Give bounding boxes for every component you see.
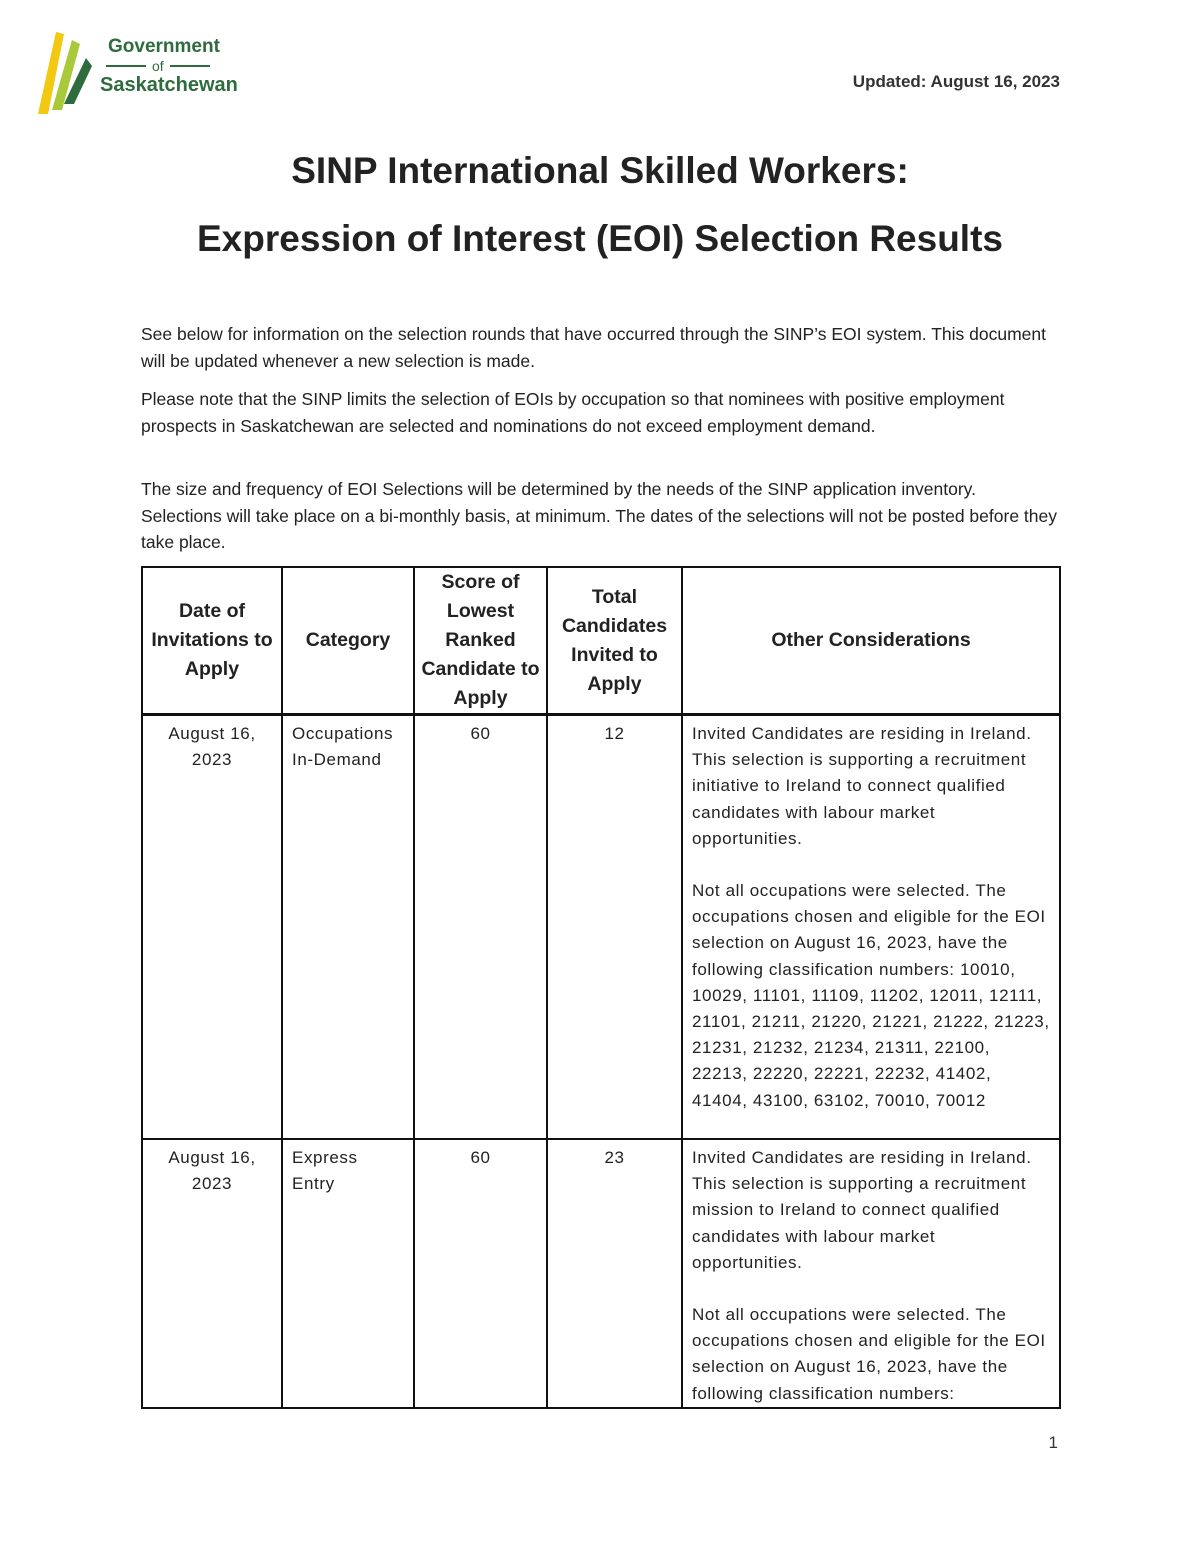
table-row xyxy=(142,715,1060,1140)
cell-category: Express Entry xyxy=(282,1139,414,1408)
logo-of-text: of xyxy=(152,58,164,74)
header-date: Date of Invitations to Apply xyxy=(142,567,282,715)
note-spacer xyxy=(692,852,1050,878)
table-header-row xyxy=(142,567,1060,715)
note-residence: Invited Candidates are residing in Ireland. This selection is supporting a recruitment mission to Ireland to connect qualified candidates with labour market opportunities. xyxy=(692,1148,1032,1272)
selection-results-table xyxy=(141,566,1061,1409)
cell-score: 60 xyxy=(414,715,547,1140)
cell-score: 60 xyxy=(414,1139,547,1408)
logo-wordmark xyxy=(100,36,250,96)
wheat-logo-icon xyxy=(34,26,104,118)
note-occupations: Not all occupations were selected. The occupations chosen and eligible for the EOI selection on August 16, 2023, have the following classification numbers: 10010, 10029, 11101, 11109, 11202, 12011, 12111, 21101, 21211, 21220, 21221, 21222, 21223, 21231, 21232, 21234, 21311, 22100, 22213, 22220, 22221, 22232, 41402, 41404, 43100, 63102, 70010, 70012 xyxy=(692,881,1050,1110)
logo-line-government: Government xyxy=(108,36,220,57)
logo-line-saskatchewan: Saskatchewan xyxy=(100,74,238,96)
page-title-line2: Expression of Interest (EOI) Selection Results xyxy=(197,218,1003,259)
logo-rule-right xyxy=(170,65,210,67)
intro-paragraph-2: Please note that the SINP limits the selection of EOIs by occupation so that nominees with positive employment prospects in Saskatchewan are selected and nominations do not exceed employment demand. xyxy=(141,389,1005,436)
header-category: Category xyxy=(282,567,414,715)
page-title-line1: SINP International Skilled Workers: xyxy=(291,150,909,191)
cell-total: 12 xyxy=(547,715,682,1140)
intro-paragraph-3: The size and frequency of EOI Selections will be determined by the needs of the SINP application inventory. Selections will take place on a bi-monthly basis, at minimum. The dates of the selections will not be posted before they take place. xyxy=(141,479,1057,552)
header-total: Total Candidates Invited to Apply xyxy=(547,567,682,715)
header-other-considerations: Other Considerations xyxy=(682,567,1060,715)
cell-other-considerations xyxy=(682,1139,1060,1408)
table-row xyxy=(142,1139,1060,1408)
intro-paragraph-1: See below for information on the selection rounds that have occurred through the SINP’s EOI system. This document will be updated whenever a new selection is made. xyxy=(141,324,1046,371)
note-spacer xyxy=(692,1276,1050,1302)
logo-line-of xyxy=(106,58,250,74)
note-residence: Invited Candidates are residing in Ireland. This selection is supporting a recruitment initiative to Ireland to connect qualified candidates with labour market opportunities. xyxy=(692,724,1032,848)
header-score: Score of Lowest Ranked Candidate to Apply xyxy=(414,567,547,715)
cell-category: Occupations In-Demand xyxy=(282,715,414,1140)
cell-date: August 16, 2023 xyxy=(142,1139,282,1408)
page-number: 1 xyxy=(1048,1433,1058,1452)
cell-total: 23 xyxy=(547,1139,682,1408)
updated-date: Updated: August 16, 2023 xyxy=(852,72,1060,91)
note-occupations: Not all occupations were selected. The occupations chosen and eligible for the EOI selection on August 16, 2023, have the following classification numbers: xyxy=(692,1305,1046,1403)
cell-date: August 16, 2023 xyxy=(142,715,282,1140)
logo-rule-left xyxy=(106,65,146,67)
government-logo xyxy=(34,26,254,118)
cell-other-considerations xyxy=(682,715,1060,1140)
